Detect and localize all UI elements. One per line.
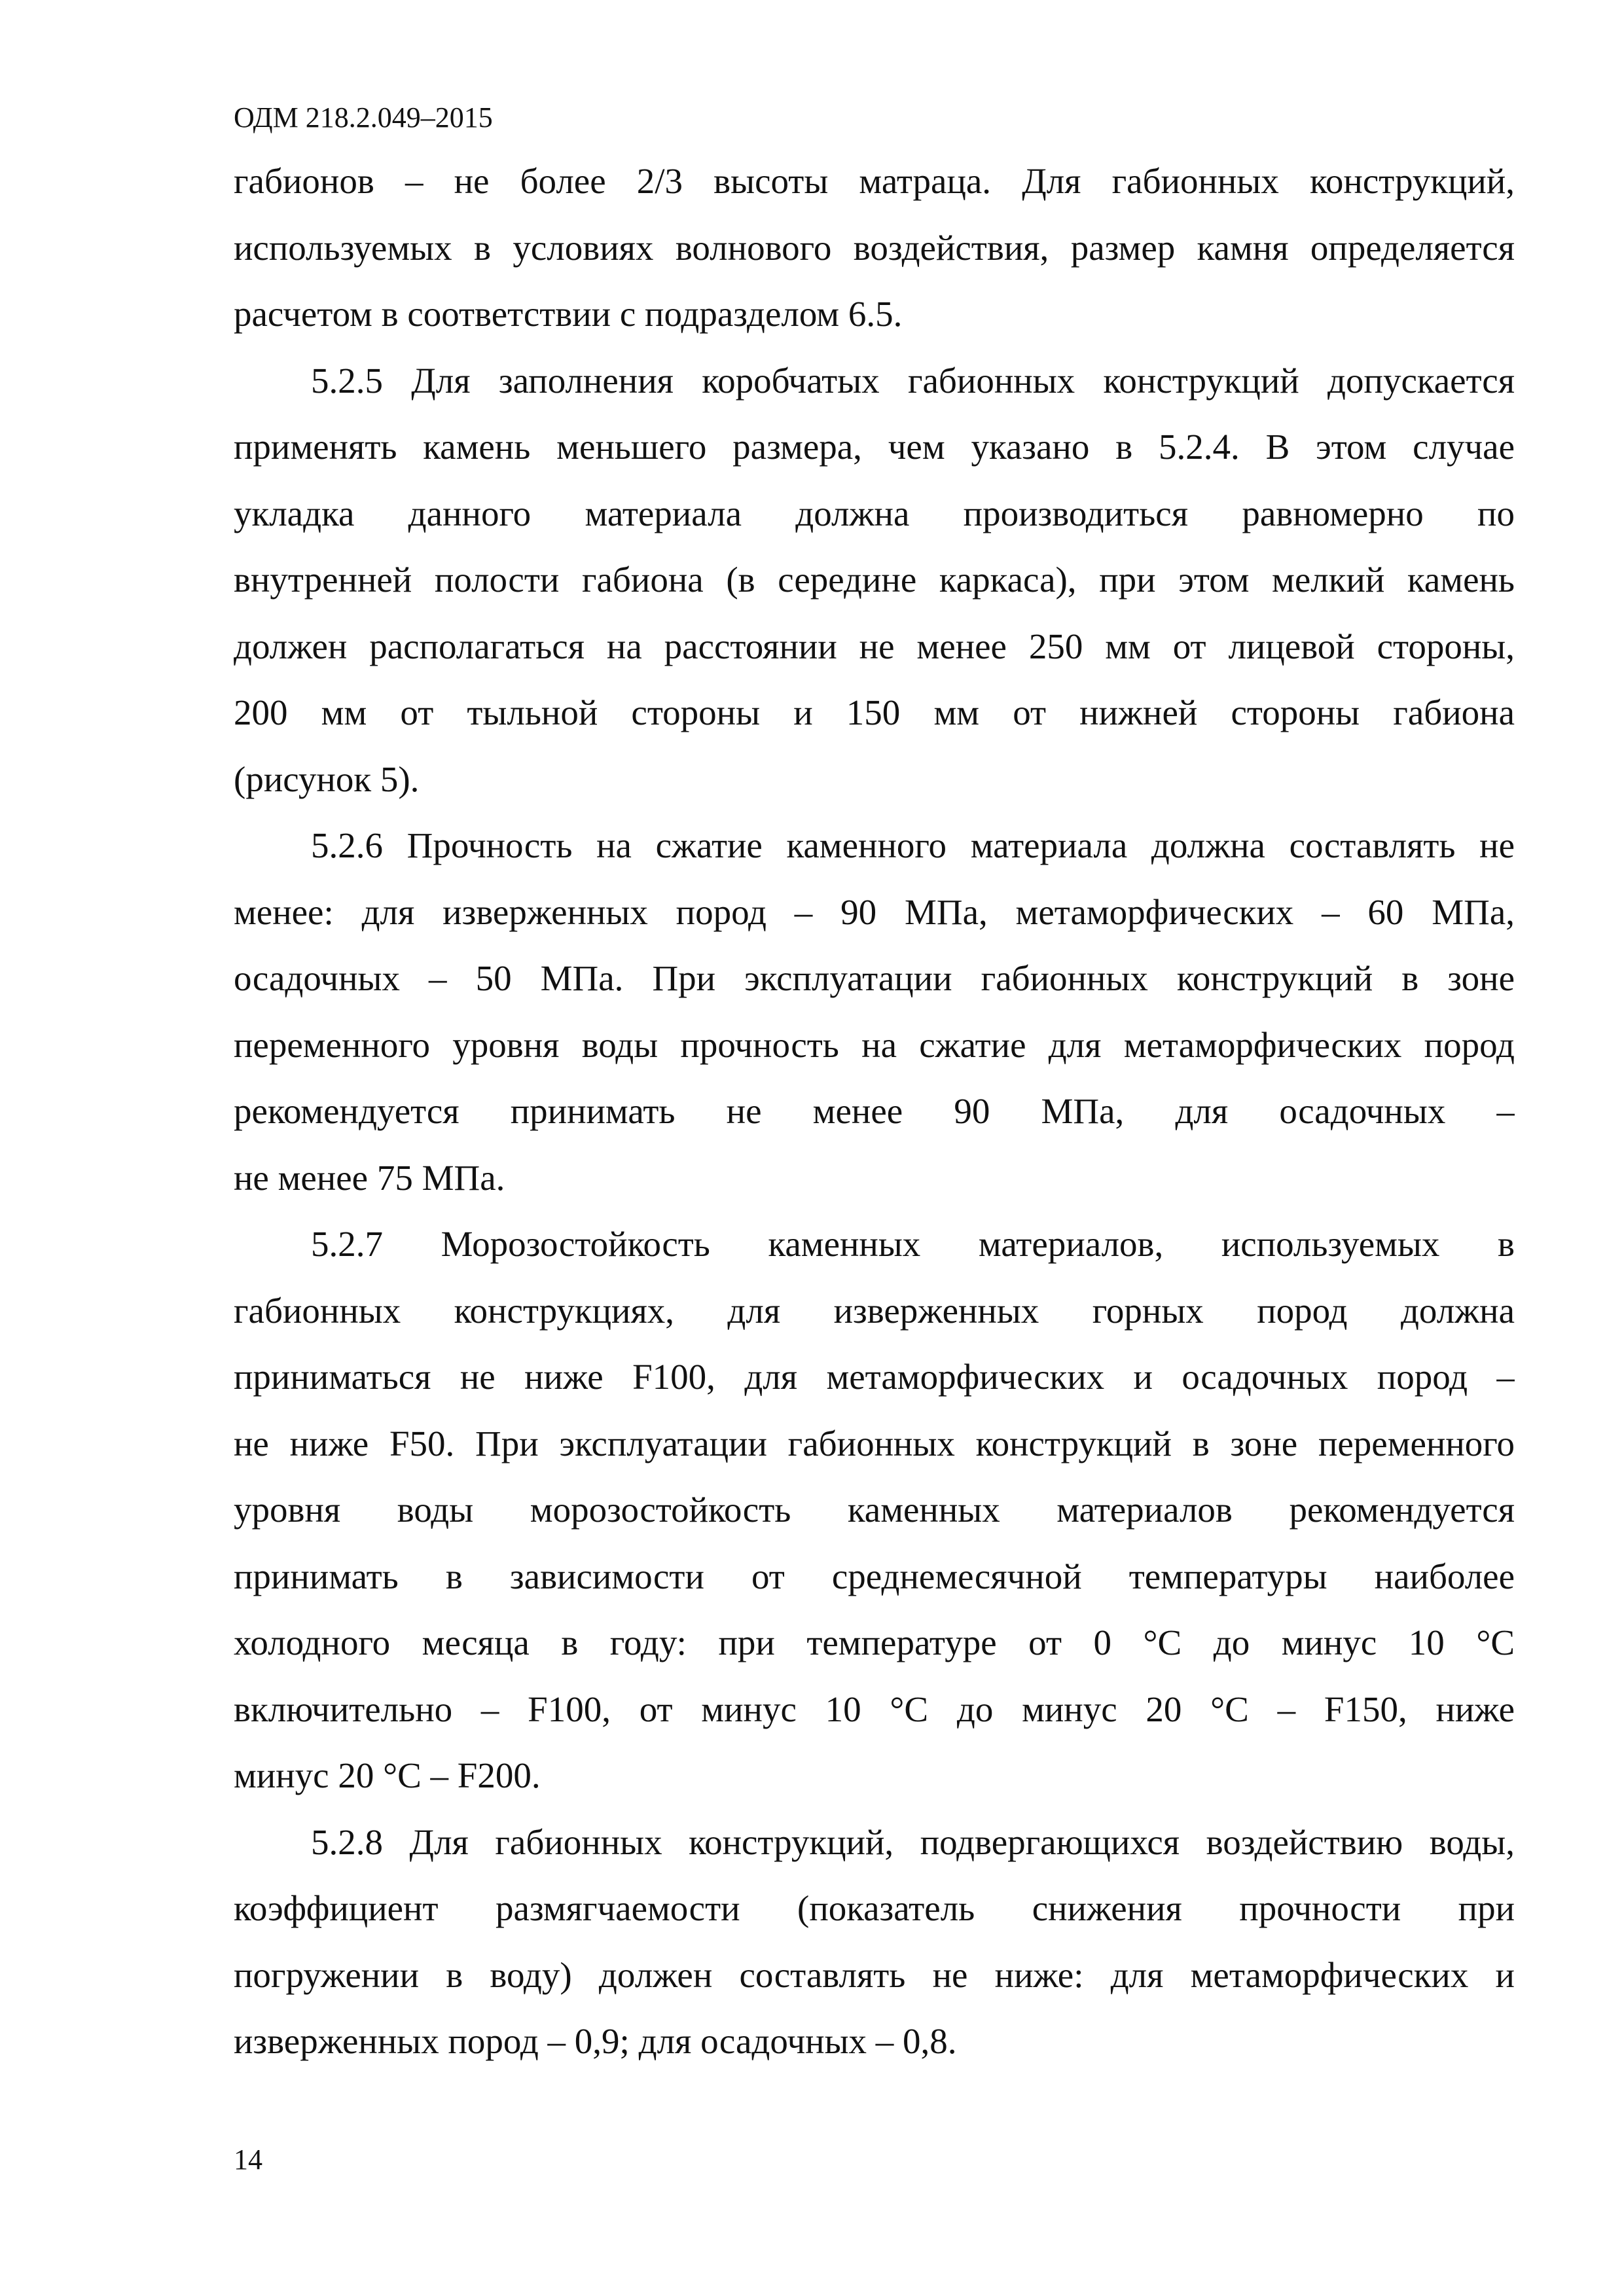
text-line: не ниже F50. При эксплуатации габионных конструкций в зоне переменного [234,1423,1515,1463]
text-line: минус 20 °С – F200. [234,1755,541,1795]
paragraph-5-2-6 [234,812,1515,1211]
paragraph-5-2-8 [234,1809,1515,2075]
text-line: должен располагаться на расстоянии не менее 250 мм от лицевой стороны, [234,626,1515,666]
text-line: осадочных – 50 МПа. При эксплуатации габионных конструкций в зоне [234,958,1515,998]
text-line: холодного месяца в году: при температуре от 0 °С до минус 10 °С [234,1623,1515,1662]
text-line: 5.2.8 Для габионных конструкций, подвергающихся воздействию воды, [311,1821,1515,1862]
text-line: приниматься не ниже F100, для метаморфических и осадочных пород – [234,1357,1515,1397]
text-line: (рисунок 5). [234,759,420,799]
text-line: принимать в зависимости от среднемесячной температуры наиболее [234,1556,1515,1596]
text-line: менее: для изверженных пород – 90 МПа, метаморфических – 60 МПа, [234,891,1515,932]
text-line: включительно – F100, от минус 10 °С до минус 20 °С – F150, ниже [234,1689,1515,1729]
page-number: 14 [234,2144,262,2176]
text-line: переменного уровня воды прочность на сжатие для метаморфических пород [234,1024,1515,1065]
text-line: коэффициент размягчаемости (показатель снижения прочности при [234,1888,1515,1928]
text-line: расчетом в соответствии с подразделом 6.5. [234,294,903,334]
text-line: применять камень меньшего размера, чем указано в 5.2.4. В этом случае [234,427,1515,467]
text-line: изверженных пород – 0,9; для осадочных – 0,8. [234,2021,957,2061]
paragraph-5-2-7 [234,1211,1515,1809]
text-line: не менее 75 МПа. [234,1157,505,1198]
text-line: уровня воды морозостойкость каменных материалов рекомендуется [234,1490,1515,1530]
document-body [234,148,1515,2075]
text-line: внутренней полости габиона (в середине каркаса), при этом мелкий камень [234,560,1515,600]
text-line: укладка данного материала должна производиться равномерно по [234,493,1515,533]
paragraph-5-2-5 [234,348,1515,813]
text-line: 5.2.6 Прочность на сжатие каменного материала должна составлять не [311,825,1515,865]
text-line: 5.2.5 Для заполнения коробчатых габионных конструкций допускается [311,360,1515,401]
paragraph-continuation [234,148,1515,348]
text-line: 5.2.7 Морозостойкость каменных материалов, используемых в [311,1224,1515,1264]
text-line: габионных конструкциях, для изверженных горных пород должна [234,1290,1515,1331]
text-line: погружении в воду) должен составлять не ниже: для метаморфических и [234,1954,1515,1995]
document-code-header: ОДМ 218.2.049–2015 [234,101,493,134]
text-line: габионов – не более 2/3 высоты матраца. Для габионных конструкций, [234,161,1515,201]
text-line: 200 мм от тыльной стороны и 150 мм от нижней стороны габиона [234,692,1515,732]
text-line: рекомендуется принимать не менее 90 МПа, для осадочных – [234,1091,1515,1131]
text-line: используемых в условиях волнового воздействия, размер камня определяется [234,227,1515,268]
